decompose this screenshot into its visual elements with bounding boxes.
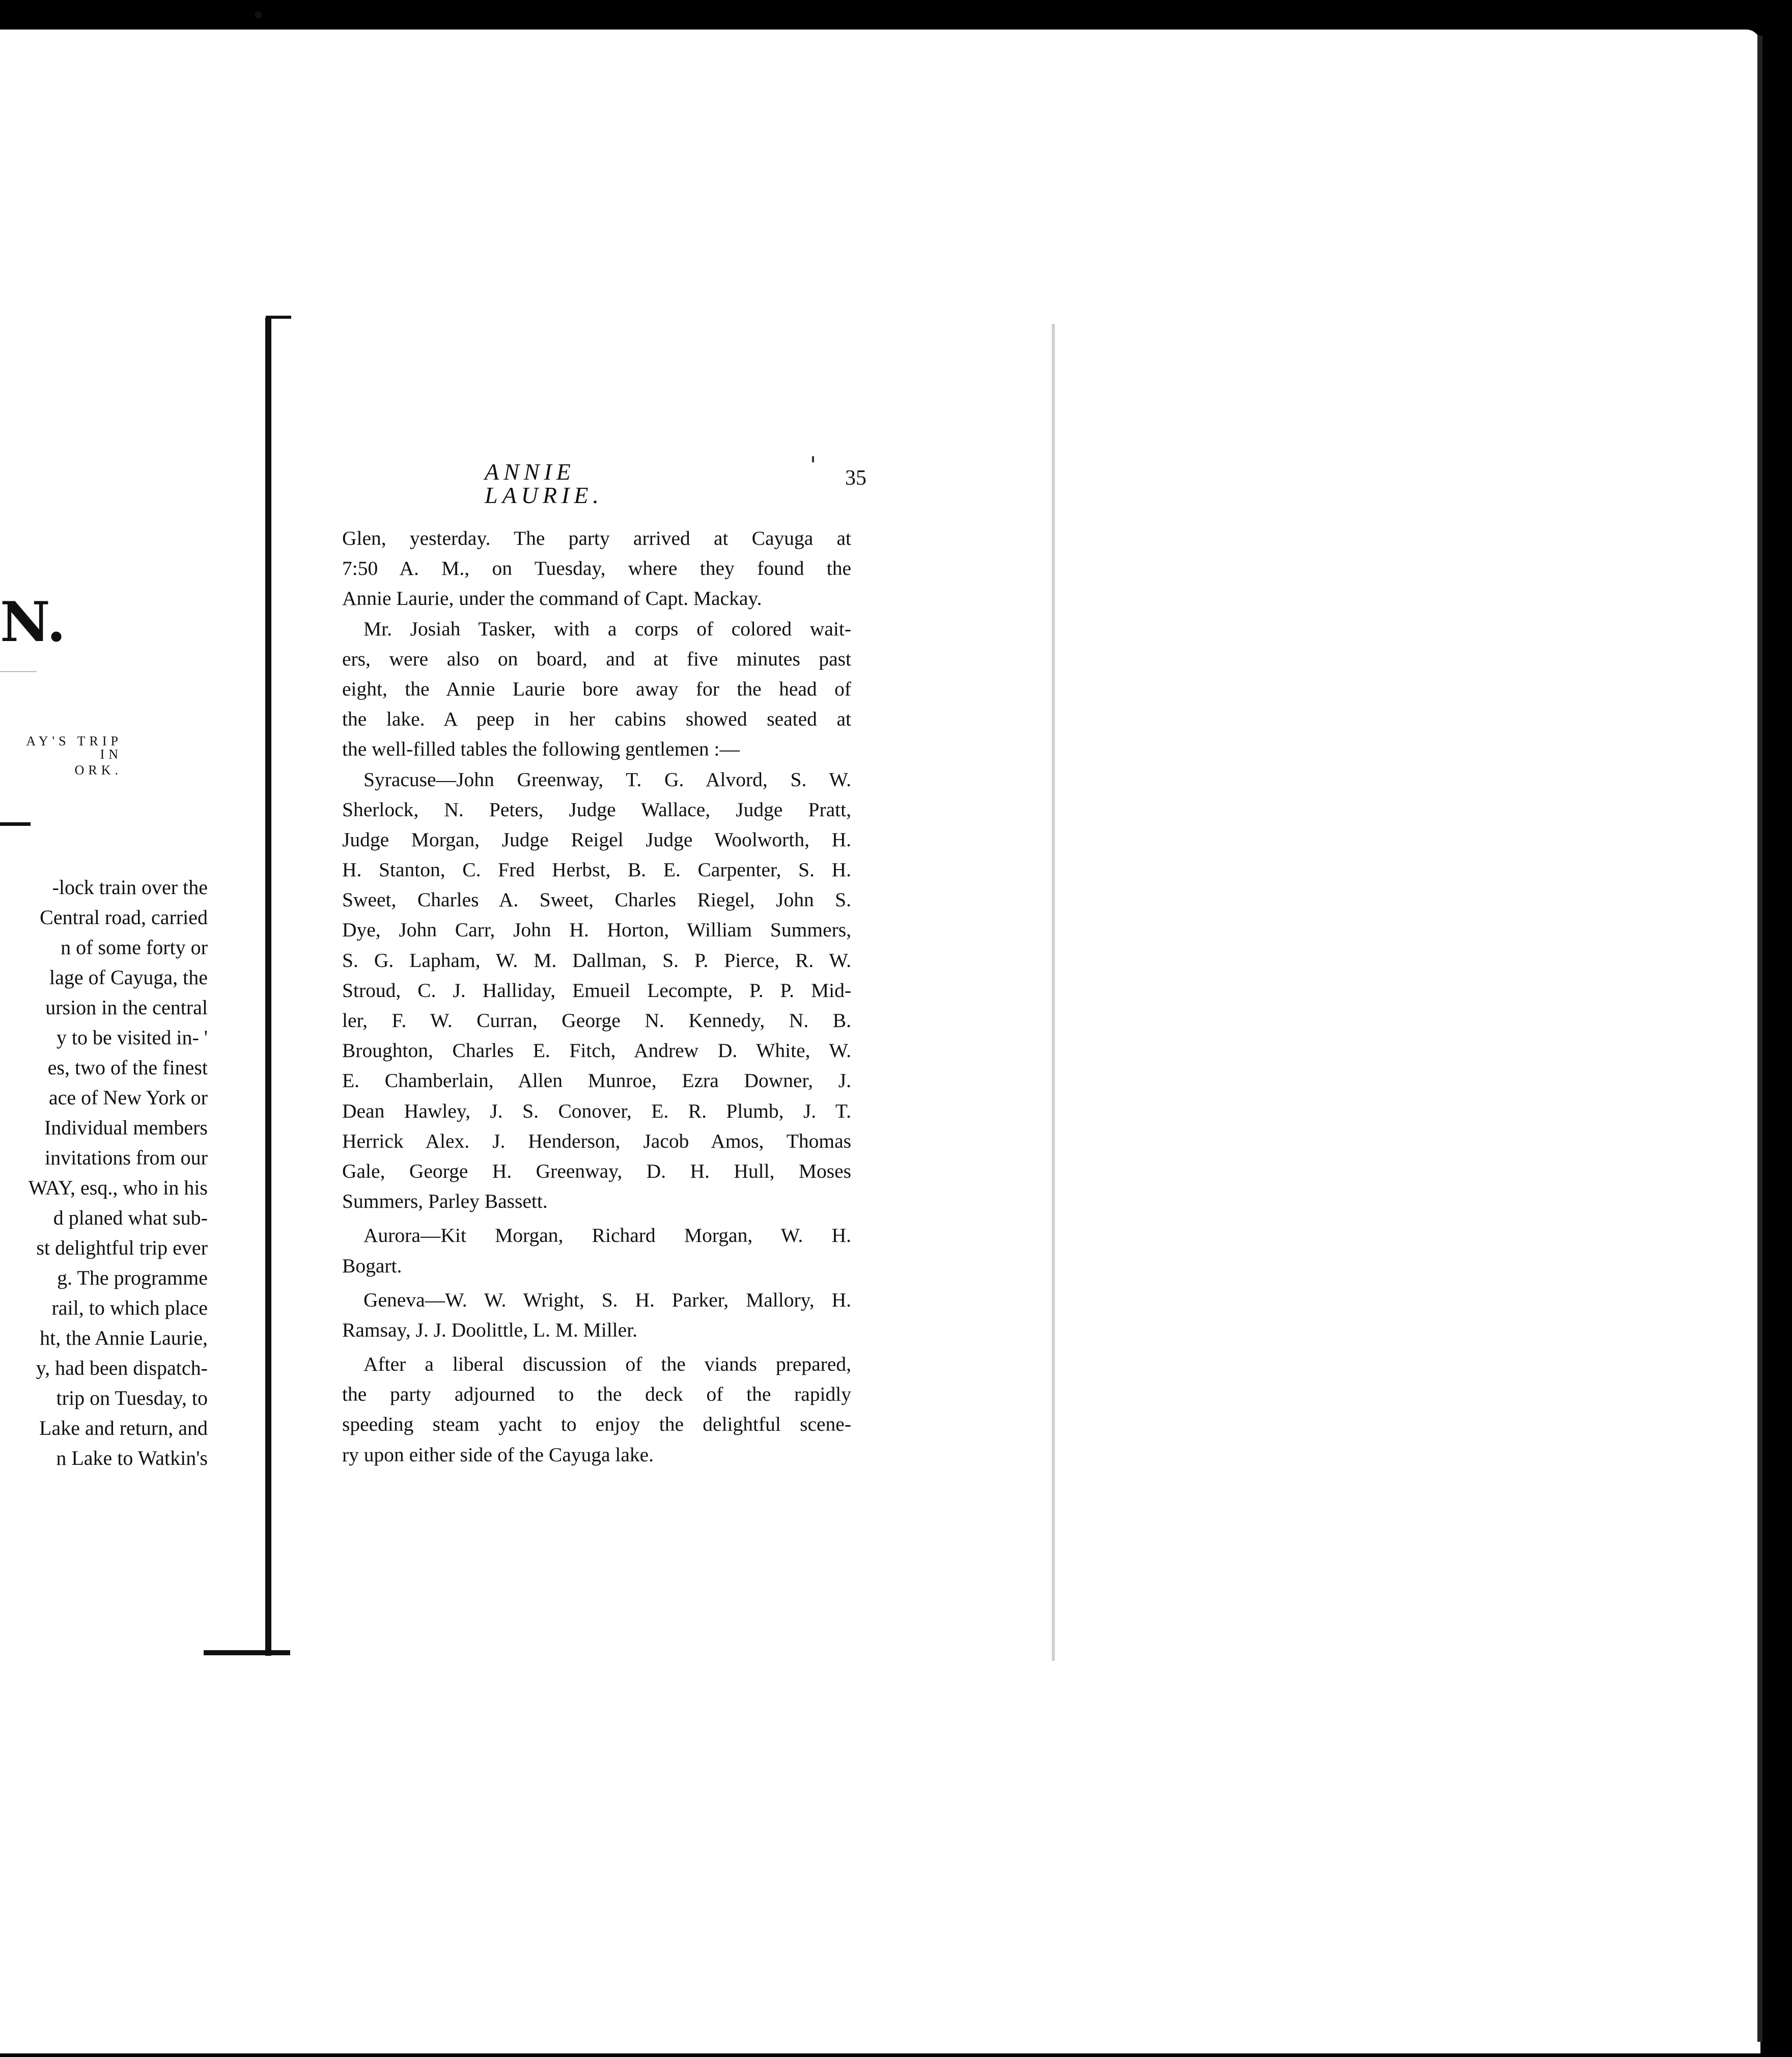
text-line: H. Stanton, C. Fred Herbst, B. E. Carpenter, S. H.	[342, 858, 851, 881]
text-line: speeding steam yacht to enjoy the delightful scene-	[342, 1413, 851, 1436]
text-line: ers, were also on board, and at five minutes past	[342, 647, 851, 670]
page-number: 35	[845, 466, 866, 490]
left-body-line: WAY, esq., who in his	[28, 1176, 208, 1199]
text-line: 7:50 A. M., on Tuesday, where they found the	[342, 557, 851, 580]
left-subtitle-line-1: AY'S TRIP IN	[26, 734, 122, 762]
left-body-line: rail, to which place	[51, 1296, 208, 1319]
left-body-line: Central road, carried	[40, 906, 208, 929]
right-page	[290, 324, 1055, 1661]
text-line: Gale, George H. Greenway, D. H. Hull, Moses	[342, 1159, 851, 1182]
left-page-body	[0, 872, 208, 1473]
text-line: Mr. Josiah Tasker, with a corps of colored wait-	[363, 617, 851, 640]
text-line: E. Chamberlain, Allen Munroe, Ezra Downer, J.	[342, 1069, 851, 1092]
left-body-line: Lake and return, and	[39, 1416, 208, 1439]
text-line: Bogart.	[342, 1254, 402, 1277]
scan-speck	[255, 11, 262, 18]
paragraph	[342, 523, 851, 614]
left-body-line: y, had been dispatch-	[36, 1356, 208, 1379]
text-line: Sweet, Charles A. Sweet, Charles Riegel, John S.	[342, 888, 851, 911]
text-line: Herrick Alex. J. Henderson, Jacob Amos, Thomas	[342, 1129, 851, 1152]
paragraph	[342, 1349, 851, 1470]
running-head: ANNIE LAURIE.	[485, 459, 603, 508]
print-mark	[812, 456, 814, 462]
title-rule	[0, 671, 37, 672]
text-line: Aurora—Kit Morgan, Richard Morgan, W. H.	[363, 1224, 851, 1247]
left-body-line: y to be visited in- '	[56, 1026, 208, 1049]
left-body-line: n Lake to Watkin's	[56, 1447, 208, 1469]
left-body-line: n of some forty or	[61, 936, 208, 959]
text-line: Geneva—W. W. Wright, S. H. Parker, Mallory, H.	[363, 1288, 851, 1311]
text-line: Syracuse—John Greenway, T. G. Alvord, S. W.	[363, 768, 851, 791]
left-body-line: invitations from our	[45, 1146, 208, 1169]
text-line: ry upon either side of the Cayuga lake.	[342, 1443, 654, 1466]
text-line: S. G. Lapham, W. M. Dallman, S. P. Pierce, R. W.	[342, 949, 851, 971]
text-line: eight, the Annie Laurie bore away for the head of	[342, 677, 851, 700]
text-line: Stroud, C. J. Halliday, Emueil Lecompte, P. P. Mid-	[342, 979, 851, 1002]
text-line: After a liberal discussion of the viands prepared,	[363, 1353, 851, 1376]
text-line: the party adjourned to the deck of the rapidly	[342, 1383, 851, 1406]
sheet-right-edge	[1757, 36, 1762, 2042]
left-page-title-fragment: N.	[0, 590, 66, 654]
left-body-line: ace of New York or	[48, 1086, 208, 1109]
left-body-line: st delightful trip ever	[36, 1236, 208, 1259]
text-line: Ramsay, J. J. Doolittle, L. M. Miller.	[342, 1318, 638, 1341]
left-body-line: ht, the Annie Laurie,	[40, 1326, 208, 1349]
paragraph	[342, 1285, 851, 1345]
paragraph	[342, 765, 851, 1217]
text-line: Broughton, Charles E. Fitch, Andrew D. White, W.	[342, 1039, 851, 1062]
right-page-text	[342, 523, 851, 1470]
text-line: Judge Morgan, Judge Reigel Judge Woolworth, H.	[342, 828, 851, 851]
text-line: the well-filled tables the following gentlemen :—	[342, 738, 740, 761]
section-rule	[0, 822, 31, 826]
text-line: Sherlock, N. Peters, Judge Wallace, Judge Pratt,	[342, 798, 851, 821]
left-subtitle-line-2: ORK.	[74, 763, 122, 777]
text-line: Dean Hawley, J. S. Conover, E. R. Plumb, J. T.	[342, 1099, 851, 1122]
left-page-fragment	[0, 320, 265, 1644]
text-line: ler, F. W. Curran, George N. Kennedy, N. B.	[342, 1009, 851, 1032]
left-body-line: Individual members	[44, 1116, 208, 1139]
text-line: Summers, Parley Bassett.	[342, 1190, 548, 1213]
left-body-line: es, two of the finest	[47, 1056, 208, 1079]
text-line: Glen, yesterday. The party arrived at Cayuga at	[342, 527, 851, 549]
left-body-line: trip on Tuesday, to	[56, 1386, 208, 1409]
paragraph	[342, 614, 851, 765]
text-line: the lake. A peep in her cabins showed seated at	[342, 708, 851, 731]
scanned-sheet	[0, 30, 1760, 2053]
left-body-line: -lock train over the	[52, 876, 208, 899]
paragraph	[342, 1220, 851, 1281]
left-body-line: ursion in the central	[45, 996, 208, 1019]
book-gutter-line	[265, 318, 271, 1656]
text-line: Annie Laurie, under the command of Capt. Mackay.	[342, 587, 762, 610]
left-body-line: lage of Cayuga, the	[49, 966, 208, 989]
text-line: Dye, John Carr, John H. Horton, William Summers,	[342, 919, 851, 941]
left-body-line: d planed what sub-	[53, 1206, 208, 1229]
left-body-line: g. The programme	[57, 1266, 208, 1289]
